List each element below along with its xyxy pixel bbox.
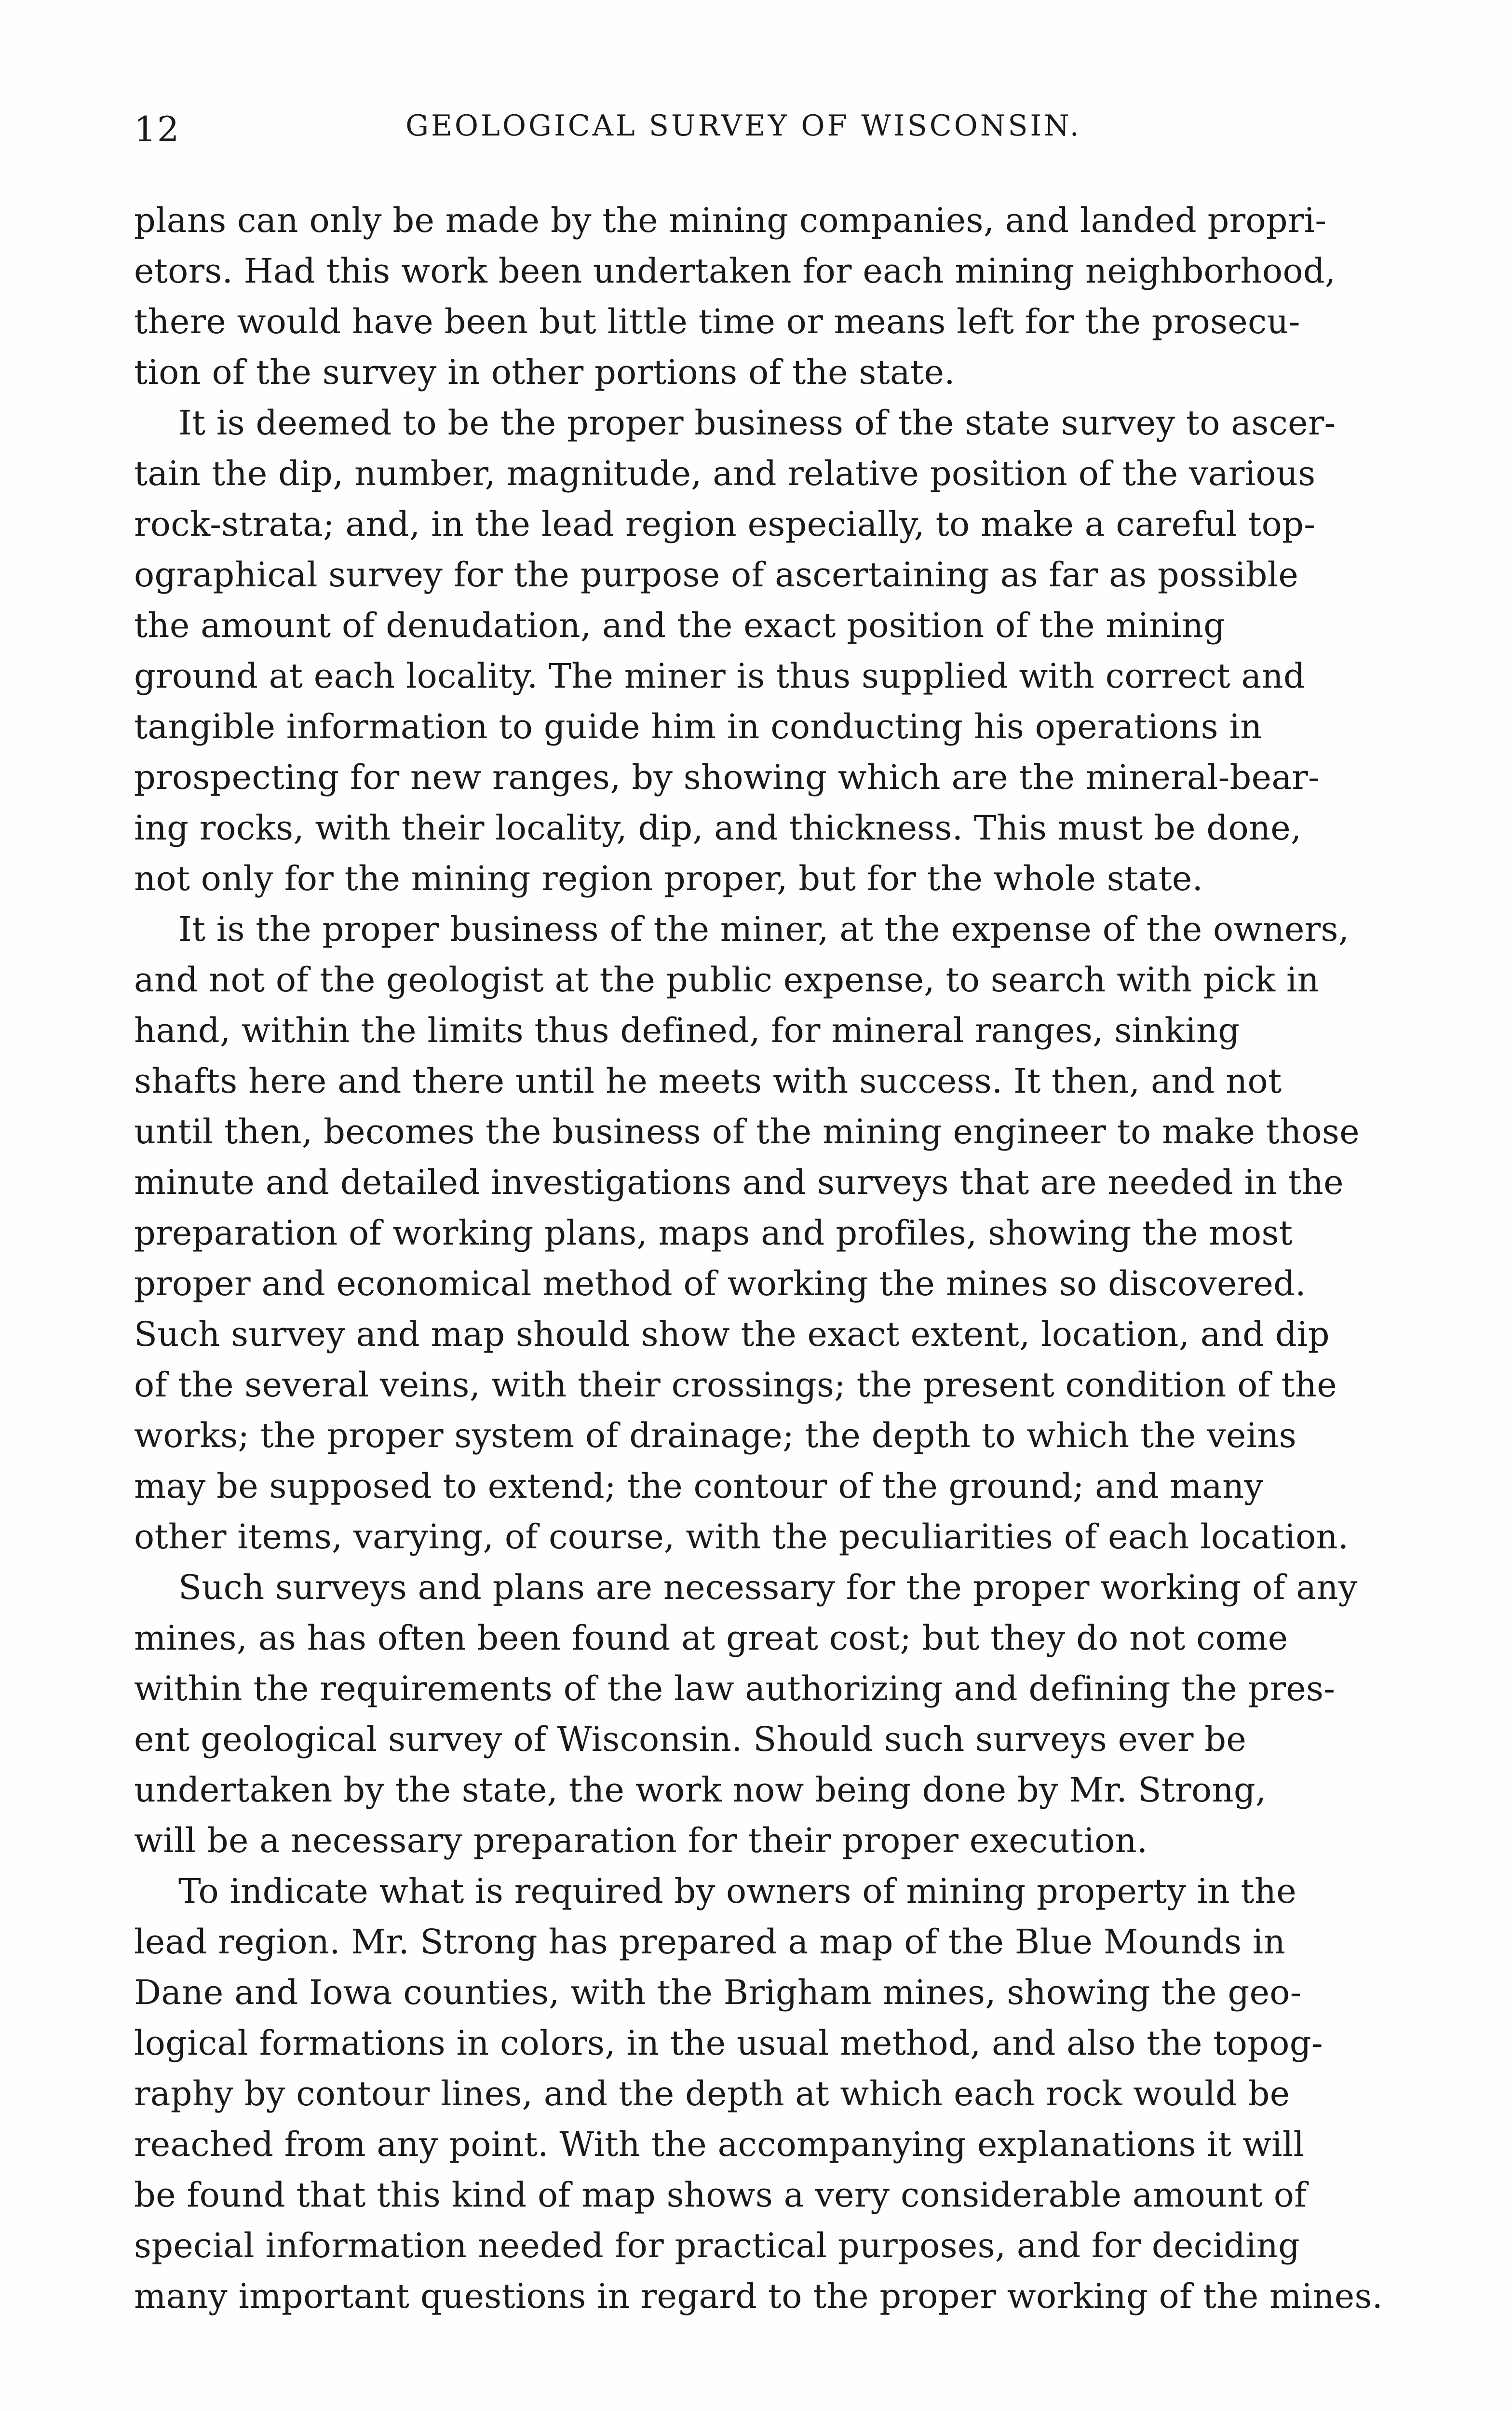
text-line: ground at each locality. The miner is thus supplied with correct and — [134, 656, 1306, 696]
text-line: mines, as has often been found at great cost; but they do not come — [134, 1618, 1288, 1658]
running-head: GEOLOGICAL SURVEY OF WISCONSIN. — [405, 109, 1081, 143]
text-line: prospecting for new ranges, by showing which are the mineral-bear- — [134, 758, 1320, 797]
page-header — [134, 109, 1353, 152]
text-line: works; the proper system of drainage; the depth to which the veins — [134, 1416, 1297, 1455]
text-line: proper and economical method of working the mines so discovered. — [134, 1264, 1306, 1303]
paragraph-2 — [134, 398, 1353, 904]
paragraph-3 — [134, 904, 1360, 1562]
text-line: tion of the survey in other portions of the state. — [134, 352, 955, 392]
text-line: Such survey and map should show the exact extent, location, and dip — [134, 1314, 1330, 1354]
text-line: plans can only be made by the mining companies, and landed propri- — [134, 201, 1327, 240]
text-line: ographical survey for the purpose of ascertaining as far as possible — [134, 555, 1299, 595]
text-line: will be a necessary preparation for their proper execution. — [134, 1821, 1148, 1860]
text-line: the amount of denudation, and the exact position of the mining — [134, 606, 1226, 645]
text-line: special information needed for practical purposes, and for deciding — [134, 2226, 1300, 2265]
text-line: raphy by contour lines, and the depth at which each rock would be — [134, 2074, 1290, 2113]
text-line: etors. Had this work been undertaken for each mining neighborhood, — [134, 251, 1336, 291]
text-line: It is deemed to be the proper business of the state survey to ascer- — [178, 403, 1336, 443]
page-number: 12 — [134, 109, 180, 149]
text-line: until then, becomes the business of the mining engineer to make those — [134, 1112, 1360, 1151]
text-line: Such surveys and plans are necessary for the proper working of any — [178, 1568, 1358, 1607]
text-line: Dane and Iowa counties, with the Brigham mines, showing the geo- — [134, 1973, 1302, 2012]
text-line: hand, within the limits thus defined, for mineral ranges, sinking — [134, 1011, 1240, 1050]
text-line: To indicate what is required by owners of mining property in the — [178, 1871, 1296, 1911]
text-line: may be supposed to extend; the contour of the ground; and many — [134, 1466, 1264, 1506]
text-line: other items, varying, of course, with the peculiarities of each location. — [134, 1517, 1349, 1557]
text-line: within the requirements of the law authorizing and defining the pres- — [134, 1669, 1336, 1708]
text-line: not only for the mining region proper, but for the whole state. — [134, 859, 1203, 898]
text-line: logical formations in colors, in the usual method, and also the topog- — [134, 2023, 1323, 2063]
paragraph-4 — [134, 1562, 1358, 1866]
text-line: rock-strata; and, in the lead region especially, to make a careful top- — [134, 504, 1316, 544]
text-line: It is the proper business of the miner, at the expense of the owners, — [178, 909, 1350, 949]
text-line: undertaken by the state, the work now being done by Mr. Strong, — [134, 1770, 1267, 1810]
text-line: shafts here and there until he meets with success. It then, and not — [134, 1061, 1282, 1101]
text-line: there would have been but little time or means left for the prosecu- — [134, 302, 1300, 341]
text-line: reached from any point. With the accompanying explanations it will — [134, 2125, 1305, 2164]
text-line: be found that this kind of map shows a very considerable amount of — [134, 2175, 1307, 2215]
text-line: and not of the geologist at the public expense, to search with pick in — [134, 960, 1320, 1000]
text-line: of the several veins, with their crossings; the present condition of the — [134, 1365, 1337, 1405]
text-line: minute and detailed investigations and surveys that are needed in the — [134, 1163, 1344, 1202]
text-line: preparation of working plans, maps and profiles, showing the most — [134, 1213, 1293, 1253]
text-line: ing rocks, with their locality, dip, and thickness. This must be done, — [134, 808, 1302, 848]
text-line: tangible information to guide him in conducting his operations in — [134, 707, 1262, 746]
text-line: lead region. Mr. Strong has prepared a map of the Blue Mounds in — [134, 1922, 1285, 1962]
text-line: many important questions in regard to the proper working of the mines. — [134, 2276, 1383, 2316]
text-line: ent geological survey of Wisconsin. Should such surveys ever be — [134, 1720, 1247, 1759]
paragraph-5 — [134, 1866, 1383, 2322]
text-line: tain the dip, number, magnitude, and relative position of the various — [134, 454, 1316, 493]
paragraph-1 — [134, 195, 1353, 398]
body-text — [134, 195, 1383, 2322]
